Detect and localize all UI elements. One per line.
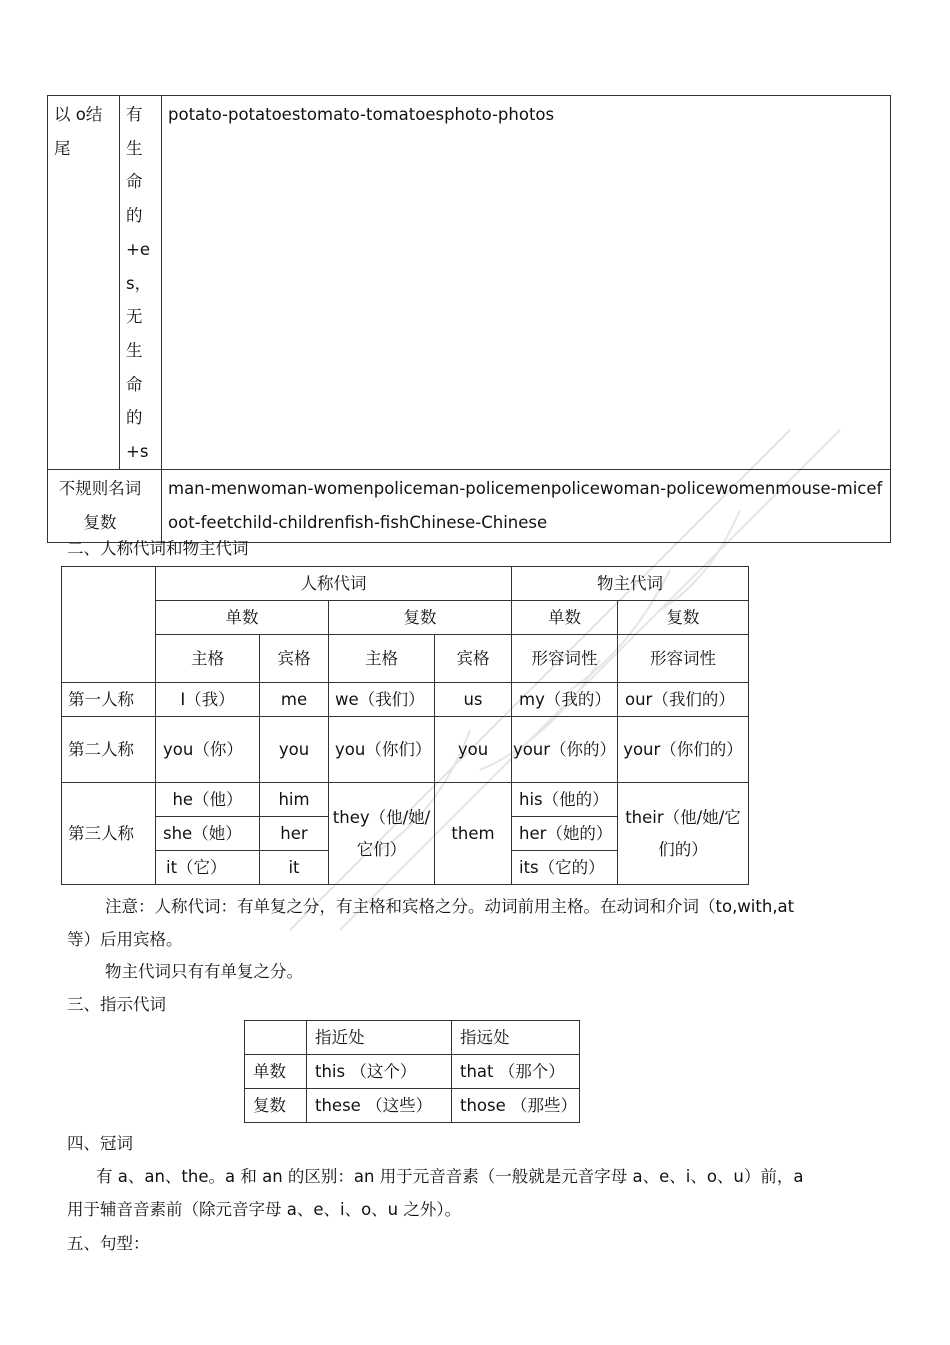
- cell: her（她的）: [512, 817, 618, 851]
- cell: your（你的）: [512, 717, 618, 783]
- cell: he（他）: [156, 783, 260, 817]
- singular-header: 单数: [512, 601, 618, 635]
- section-heading: 二、人称代词和物主代词: [67, 539, 249, 558]
- cell: we（我们）: [329, 683, 435, 717]
- section-heading: 四、冠词: [67, 1134, 133, 1153]
- cell: us: [435, 683, 512, 717]
- noun-plural-table: [47, 95, 891, 543]
- pronoun-table: [61, 566, 749, 885]
- near-header: 指近处: [307, 1021, 452, 1055]
- cell: those （那些）: [452, 1089, 580, 1123]
- category-cell: 不规则名词复数: [48, 469, 162, 542]
- cell: that （那个）: [452, 1055, 580, 1089]
- cell: them: [435, 783, 512, 885]
- adjective-header: 形容词性: [512, 635, 618, 683]
- row-label: 第一人称: [62, 683, 156, 717]
- cell: her: [260, 817, 329, 851]
- cell: it: [260, 851, 329, 885]
- paragraph: 用于辅音音素前（除元音字母 a、e、i、o、u 之外）。: [67, 1200, 462, 1219]
- object-header: 宾格: [260, 635, 329, 683]
- subject-header: 主格: [329, 635, 435, 683]
- section-heading: 三、指示代词: [67, 995, 166, 1014]
- table-row: [62, 683, 749, 717]
- paragraph: 有 a、an、the。a 和 an 的区别：an 用于元音音素（一般就是元音字母 a、e、i、o、u）前，a: [96, 1167, 804, 1186]
- cell: she（她）: [156, 817, 260, 851]
- row-label: 复数: [245, 1089, 307, 1123]
- cell: him: [260, 783, 329, 817]
- cell: me: [260, 683, 329, 717]
- examples-cell: man-menwoman-womenpoliceman-policemenpolicewoman-policewomenmouse-micefoot-feetchild-childrenfish-fishChinese-Chinese: [162, 469, 891, 542]
- note-text: 物主代词只有有单复之分。: [105, 962, 303, 981]
- cell: our（我们的）: [618, 683, 749, 717]
- table-row: [245, 1055, 580, 1089]
- plural-header: 复数: [618, 601, 749, 635]
- cell: you: [260, 717, 329, 783]
- rule-cell: 有生命的+es，无生命的+s: [120, 96, 162, 470]
- cell: they（他/她/它们）: [329, 783, 435, 885]
- cell: you（你们）: [329, 717, 435, 783]
- cell: these （这些）: [307, 1089, 452, 1123]
- adjective-header: 形容词性: [618, 635, 749, 683]
- demonstrative-table: [244, 1020, 580, 1123]
- cell: it（它）: [156, 851, 260, 885]
- cell: his（他的）: [512, 783, 618, 817]
- category-cell: 以 o结尾: [48, 96, 120, 470]
- plural-header: 复数: [329, 601, 512, 635]
- cell: my（我的）: [512, 683, 618, 717]
- row-label: 单数: [245, 1055, 307, 1089]
- cell: its（它的）: [512, 851, 618, 885]
- row-label: 第三人称: [62, 783, 156, 885]
- cell: their（他/她/它们的）: [618, 783, 749, 885]
- section-heading: 五、句型：: [67, 1234, 150, 1253]
- subject-header: 主格: [156, 635, 260, 683]
- possessive-pronoun-header: 物主代词: [512, 567, 749, 601]
- singular-header: 单数: [156, 601, 329, 635]
- far-header: 指远处: [452, 1021, 580, 1055]
- note-text: 等）后用宾格。: [67, 930, 183, 949]
- table-row: [62, 717, 749, 783]
- row-label: 第二人称: [62, 717, 156, 783]
- table-row: [245, 1089, 580, 1123]
- cell: I（我）: [156, 683, 260, 717]
- cell: you: [435, 717, 512, 783]
- cell: your（你们的）: [618, 717, 749, 783]
- personal-pronoun-header: 人称代词: [156, 567, 512, 601]
- note-text: 注意：人称代词：有单复之分，有主格和宾格之分。动词前用主格。在动词和介词（to,with,at: [105, 897, 795, 916]
- examples-cell: potato-potatoestomato-tomatoesphoto-photos: [162, 96, 891, 470]
- table-row: [62, 783, 749, 817]
- cell: you（你）: [156, 717, 260, 783]
- cell: this （这个）: [307, 1055, 452, 1089]
- object-header: 宾格: [435, 635, 512, 683]
